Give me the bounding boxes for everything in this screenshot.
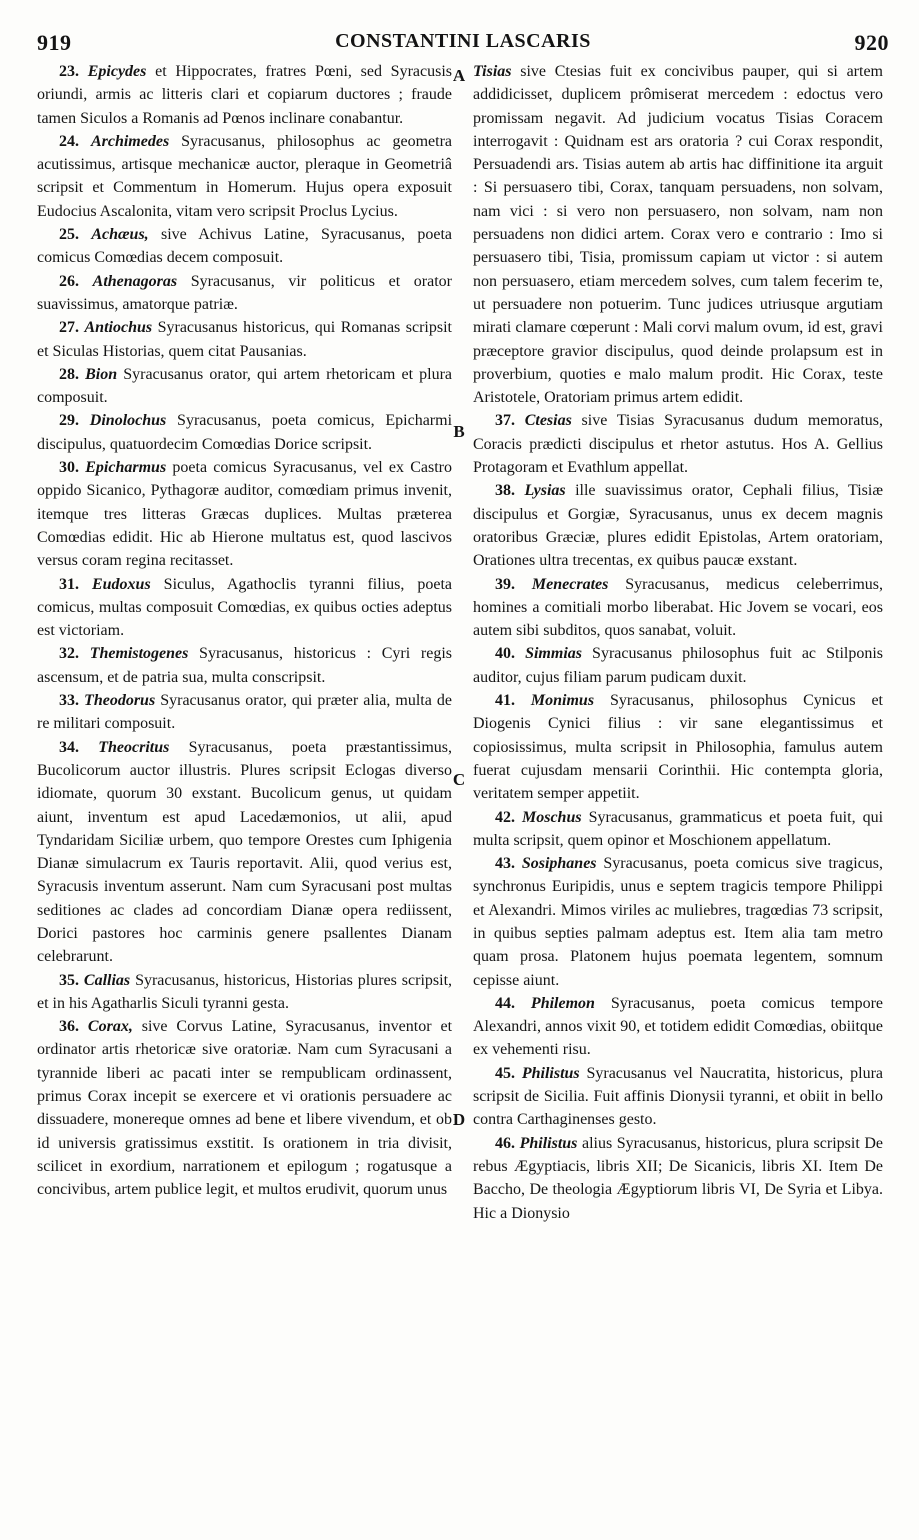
entry-text: sive Tisias Syracusanus dudum memoratus, Coracis prædicti discipulus et rhetor astutus. Hos A. Gellius Protagoram et Evathlum appellat.	[473, 412, 883, 477]
right-column	[473, 60, 883, 1225]
entry-number: 23.	[59, 63, 79, 80]
entry-number: 33.	[59, 692, 79, 710]
entry-text: sive Corvus Latine, Syracusanus, inventor et ordinator artis rhetoricæ sive oratoriæ. Nam cum Syracusani a tyrannide liberi ac pacati inter se rempublicam ordinassent, primus Corax incepit se exercere et vi orationis persuadere ac dissuadere, monereque omnes ad bene et libere vivendum, et ob id universis gratissimus exstitit. Is orationem in tria divisit, scilicet in exordium, narrationem et epilogum ; rogatusque a concivibus, artem publice legit, et multos erudivit, quorum unus	[37, 1018, 453, 1199]
entry-name: Philemon	[530, 994, 595, 1012]
entry-paragraph	[37, 969, 452, 1016]
entry-number: 39.	[495, 575, 515, 593]
entry-text: Syracusanus, historicus : Cyri regis ascensum, et de patria sua, multa conscripsit.	[37, 645, 452, 686]
entry-paragraph	[473, 1132, 883, 1225]
page-number-right: 920	[854, 30, 889, 55]
entry-paragraph	[37, 60, 452, 130]
entry-name: Callias	[83, 971, 131, 989]
entry-number: 26.	[59, 272, 79, 290]
margin-marker-c: C	[452, 770, 466, 789]
entry-text: alius Syracusanus, historicus, plura scripsit De rebus Ægyptiacis, libris XII; De Sicanicis, libris XI. Item De Baccho, De theologia Ægyptiorum libris VI, De Syria et Libya. Hic a Dionysio	[473, 1134, 884, 1222]
entry-paragraph	[37, 130, 452, 223]
entry-name: Athenagoras	[92, 272, 178, 290]
entry-text: Syracusanus historicus, qui Romanas scripsit et Siculas Historias, quem citat Pausanias.	[37, 319, 452, 360]
entry-name: Archimedes	[90, 132, 170, 150]
entry-name: Lysias	[524, 482, 566, 500]
entry-text: Syracusanus, historicus, Historias plures scripsit, et in his Agatharlis Siculi tyranni gesta.	[37, 971, 453, 1012]
entry-paragraph	[37, 736, 452, 969]
entry-text: Syracusanus, poeta comicus sive tragicus, synchronus Euripidis, unus e septem tragicis tempore Philippi et Alexandri. Mimos viriles ac muliebres, tragœdias 73 scripsit, in quibus septies palmam adeptus est. Item alia tam metro quam prosa. Platonem hujus poemata legentem, somnum cepisse aiunt.	[473, 855, 884, 989]
entry-name: Moschus	[522, 808, 582, 826]
entry-name: Philistus	[521, 1064, 580, 1082]
entry-number: 27.	[59, 319, 79, 337]
entry-text: Syracusanus, poeta comicus, Epicharmi discipulus, quatuordecim Comœdias Dorice scripsit.	[37, 412, 453, 453]
entry-text: Syracusanus orator, qui præter alia, multa de re militari composuit.	[37, 692, 452, 733]
entry-text: et Hippocrates, fratres Pœni, sed Syracusis oriundi, armis ac litteris clari et copiarum ductores ; fraude tamen Siculos a Romanis ad Pœnos inclinare conabantur.	[37, 63, 453, 127]
entry-paragraph	[37, 409, 452, 456]
entry-number: 25.	[59, 226, 79, 244]
entry-text: ille suavissimus orator, Cephali filius, Tisiæ discipulus et Gorgiæ, Syracusanus, unus ex decem magnis oratoribus Græciæ, plures edidit Epistolas, Artem oratoriam, Orationes ultra trecentas, ex quibus paucæ exstant.	[473, 482, 884, 570]
entry-paragraph	[473, 60, 883, 409]
entry-name: Theodorus	[84, 692, 156, 710]
entry-number: 40.	[495, 645, 515, 663]
entry-name: Sosiphanes	[521, 855, 597, 873]
entry-paragraph	[473, 689, 883, 805]
entry-number: 31.	[59, 575, 79, 593]
entry-text: sive Achivus Latine, Syracusanus, poeta comicus Comœdias decem composuit.	[37, 226, 453, 267]
entry-number: 44.	[495, 994, 515, 1012]
entry-paragraph	[473, 852, 883, 992]
entry-text: Syracusanus, grammaticus et poeta fuit, qui multa scripsit, quem opinor et Moschionem appellatum.	[473, 808, 884, 849]
entry-number: 28.	[59, 365, 79, 383]
entry-paragraph	[473, 1062, 883, 1132]
entry-name: Themistogenes	[89, 645, 189, 663]
entry-number: 43.	[495, 855, 515, 873]
entry-paragraph	[37, 689, 452, 736]
entry-text: Siculus, Agathoclis tyranni filius, poeta comicus, multas composuit Comœdias, ex quibus octies adeptus est victoriam.	[37, 575, 452, 640]
entry-name: Dinolochus	[89, 412, 167, 430]
margin-marker-b: B	[453, 422, 465, 441]
entry-number: 36.	[59, 1018, 79, 1036]
entry-number: 34.	[59, 738, 79, 756]
entry-paragraph	[37, 456, 452, 572]
entry-paragraph	[473, 409, 883, 479]
margin-marker-a: A	[452, 66, 466, 85]
entry-name: Eudoxus	[91, 575, 151, 593]
entry-paragraph	[37, 1015, 452, 1201]
entry-number: 30.	[59, 459, 79, 477]
entry-paragraph	[473, 479, 883, 572]
entry-paragraph	[37, 573, 452, 643]
entry-number: 42.	[495, 808, 515, 826]
entry-paragraph	[473, 806, 883, 853]
entry-text: Syracusanus, philosophus ac geometra acutissimus, artisque mechanicæ auctor, pleraque in Geometriâ scripsit et Commentum in Homerum. Hujus opera exposuit Eudocius Ascalonita, vitam vero scripsit Proclus Lycius.	[37, 132, 453, 220]
entry-paragraph	[473, 573, 883, 643]
entry-number: 46.	[495, 1134, 515, 1152]
entry-text: Syracusanus, medicus celeberrimus, homines a comitiali morbo liberabat. Hic Jovem se vocari, eos autem sibi subditos, quos sanabat, voluit.	[473, 575, 883, 640]
entry-text: sive Ctesias fuit ex concivibus pauper, qui si artem addidicisset, duplicem prômiserat mercedem : edoctus vero promissam negavit. Ad judicium vocatus Tisias Coracem interrogavit : Quidnam est ars oratoria ? cui Corax respondit, Persuadendi ars. Tisias autem ab artis hac diffinitione ita arguit : Si persuasero tibi, Corax, tanquam persuadens, non solvam, nam vici : si vero non persuasero, non solvam, nam non persuadens non didici artem. Corax vero e contrario : Imo si persuasero tibi, Tisia, promissum capiam ut victor : si autem non persuasero, etiam mercedem solves, cum talem fecerim te, ut persuadere non potuerim. Tunc judices utriusque argutiam mirati clamare cœperunt : Mali corvi malum ovum, id est, gravi præceptore gravior discipulus, quod deinde prolapsum est in proverbium, quoties e malo malum prodit. Hic Corax, teste Aristotele, Oratoriam primus artem edidit.	[473, 63, 883, 407]
entry-name: Bion	[85, 365, 118, 383]
entry-name: Antiochus	[84, 319, 153, 337]
entry-paragraph	[37, 316, 452, 363]
entry-name: Menecrates	[531, 575, 609, 593]
entry-number: 24.	[59, 132, 79, 150]
entry-name: Philistus	[519, 1134, 578, 1152]
entry-name: Achæus,	[91, 226, 149, 244]
entry-name: Theocritus	[98, 738, 170, 756]
entry-name: Epicharmus	[85, 459, 167, 477]
page-number-left: 919	[37, 30, 72, 55]
margin-marker-d: D	[452, 1110, 466, 1129]
entry-number: 35.	[59, 971, 79, 989]
entry-text: Syracusanus, poeta præstantissimus, Bucolicorum auctor illustris. Plures scripsit Eclogas diverso idiomate, quorum 30 exstant. Bucolicum genus, ut quidam aiunt, inventum est apud Lacedæmonios, ut alii, apud Tyndaridam Siciliæ urbem, quo tempore Orestes cum Iphigenia Dianæ simulacrum ex Tauris reportavit. Alii, quod verius est, Syracusis inventum asserunt. Nam cum Syracusani post multas seditiones ac clades ad concordiam Dianæ opera rediissent, Dorici pastores hoc carminis genere psallentes Dianam celebrarunt.	[37, 738, 452, 966]
entry-name: Ctesias	[524, 412, 572, 430]
entry-number: 29.	[59, 412, 79, 430]
entry-name: Epicydes	[87, 63, 147, 80]
running-title: CONSTANTINI LASCARIS	[335, 30, 591, 52]
entry-paragraph	[473, 642, 883, 689]
entry-text: Syracusanus vel Naucratita, historicus, plura scripsit de Sicilia. Fuit affinis Dionysii tyranni, et obiit in bello contra Carthaginenses gesto.	[473, 1064, 884, 1129]
entry-text: Syracusanus orator, qui artem rhetoricam et plura composuit.	[37, 365, 452, 407]
entry-text: Syracusanus philosophus fuit ac Stilponis auditor, cujus filiam parum pudicam duxit.	[473, 645, 884, 686]
running-header	[37, 30, 889, 58]
entry-number: 45.	[495, 1064, 515, 1082]
entry-text: poeta comicus Syracusanus, vel ex Castro oppido Sicanico, Pythagoræ auditor, comœdiam primus invenit, itemque tres litteras Græcas duplices. Multas præterea Comœdias edidit. Hic ab Hierone multatus est, quod lascivos versus coram regina recitasset.	[37, 459, 453, 570]
left-column	[37, 60, 452, 1202]
entry-number: 32.	[59, 645, 79, 663]
entry-name: Monimus	[530, 692, 595, 710]
entry-paragraph	[37, 642, 452, 689]
entry-number: 41.	[495, 692, 515, 710]
entry-text: Syracusanus, vir politicus et orator suavissimus, amatorque patriæ.	[37, 272, 452, 313]
entry-name: Tisias	[473, 63, 512, 80]
entry-text: Syracusanus, poeta comicus tempore Alexandri, annos vixit 90, et totidem edidit Comœdias, obiitque ex vehementi risu.	[473, 994, 883, 1059]
entry-paragraph	[37, 223, 452, 270]
entry-number: 37.	[495, 412, 515, 430]
entry-name: Corax,	[87, 1018, 133, 1036]
entry-number: 38.	[495, 482, 515, 500]
entry-paragraph	[37, 270, 452, 317]
entry-paragraph	[473, 992, 883, 1062]
entry-paragraph	[37, 363, 452, 410]
entry-text: Syracusanus, philosophus Cynicus et Diogenis Cynici filius : vir sane elegantissimus et copiosissimus, multa scripsit in Philosophia, famulus autem fuerat cujusdam mensarii Corinthii. Hic contempta gloria, veritatem semper appetiit.	[473, 692, 883, 803]
entry-name: Simmias	[525, 645, 582, 663]
